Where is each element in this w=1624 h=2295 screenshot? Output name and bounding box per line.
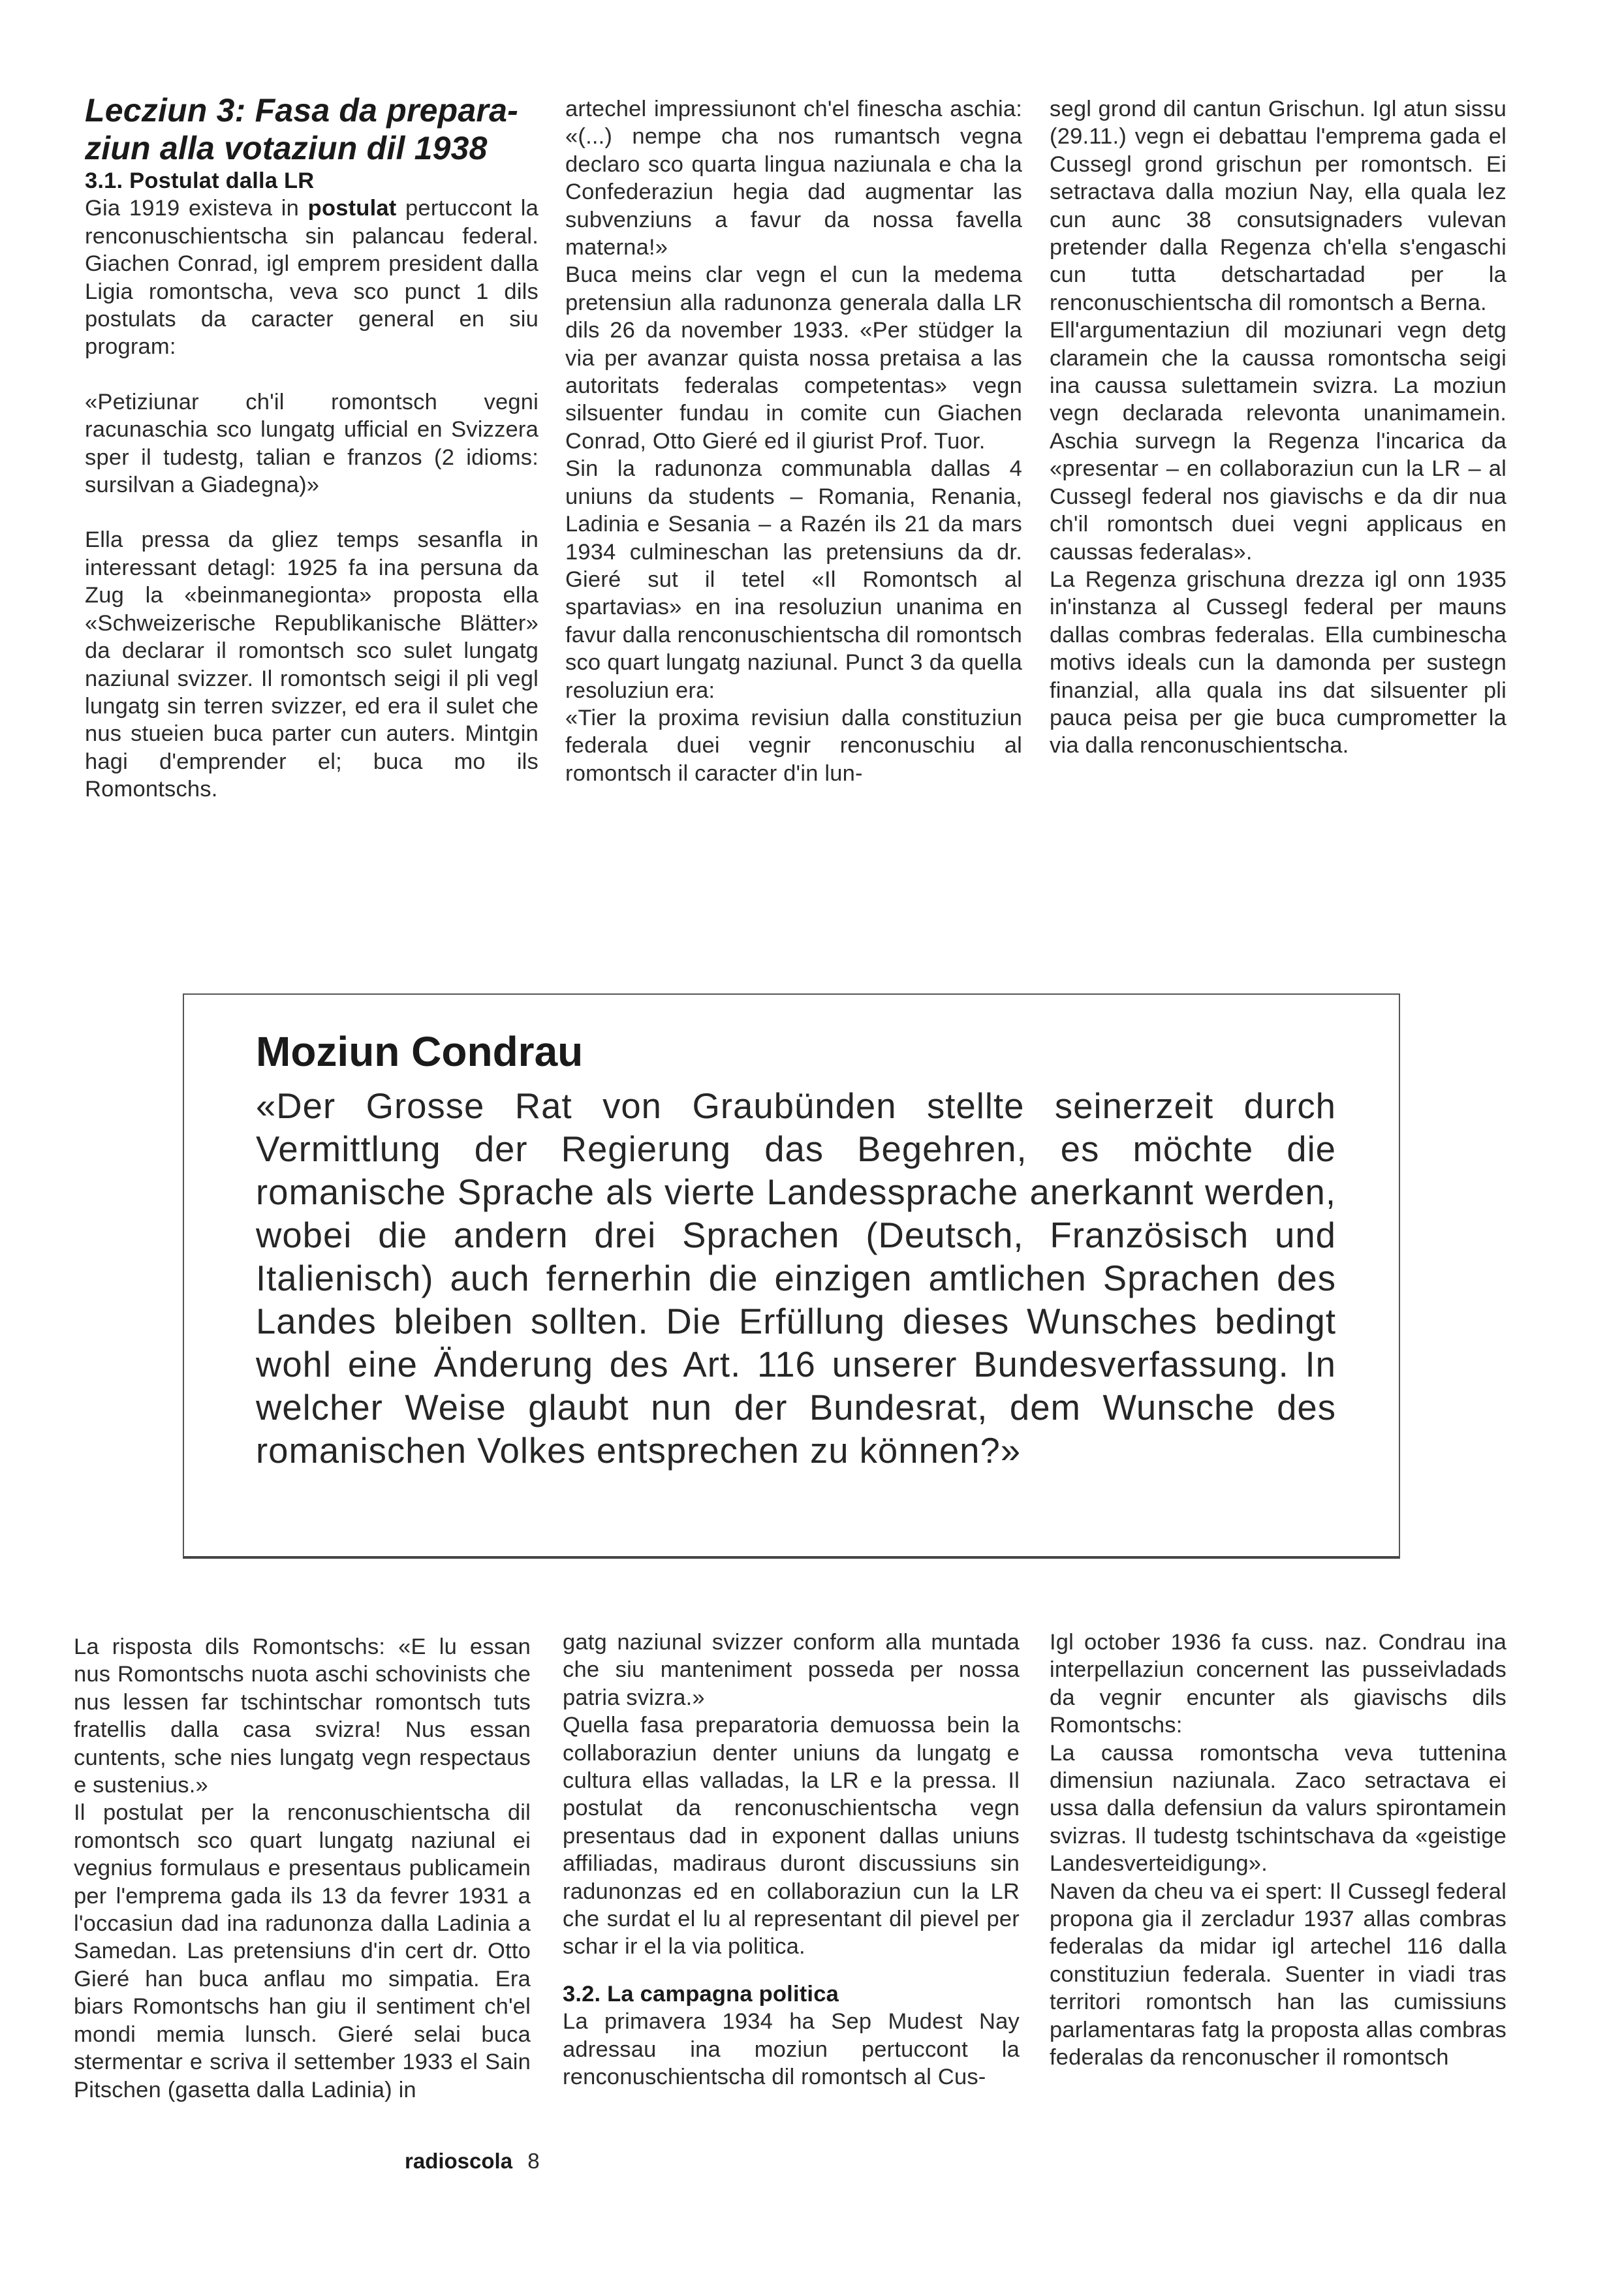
paragraph: [85, 195, 539, 360]
box-title: Moziun Condrau: [256, 1028, 584, 1075]
box-quote-text: «Der Grosse Rat von Graubünden stellte seinerzeit durch Vermittlung der Regierung das Begehren, es möchte die romanische Sprache als vierte Landessprache anerkannt werden, wobei die andern drei Sprachen (Deutsch, Französisch und Italienisch) auch fernerhin die einzigen amtlichen Sprachen des Landes bleiben sollten. Die Erfüllung dieses Wunsches bedingt wohl eine Änderung des Art. 116 unserer Bundesverfassung. In welcher Weise glaubt nun der Bundesrat, dem Wunsche des romanischen Volkes entsprechen zu können?»: [256, 1086, 1336, 1471]
column-left-top: [85, 91, 539, 804]
paragraph: Sin la radunonza communabla dallas 4 uniuns da students – Romania, Renania, Ladinia e Sesania – a Razén ils 21 da mars 1934 culmineschan las pretensiuns da dr. Gieré sut il tetel «Il Romontsch al spartavias» en ina resoluziun unanima en favur dalla renconuschientscha dil romontsch sco quart lungatg naziunal. Punct 3 da quella resoluziun era:: [565, 456, 1022, 703]
section-heading-3-1: 3.1. Postulat dalla LR: [85, 168, 315, 193]
paragraph: La Regenza grischuna drezza igl onn 1935 in'instanza al Cussegl federal per mauns dallas combras federalas. Ella cumbinescha motivs ideals cun la damonda per sustegn finanzial, alla quala ins dat silsuenter pli pauca peisa per gie buca cumprometter la via dalla renconuschientscha.: [1050, 567, 1507, 758]
text-span: Gia 1919 existeva in: [85, 196, 308, 221]
paragraph: Naven da cheu va ei spert: Il Cussegl federal propona gia il zercladur 1937 allas combras federalas da midar igl artechel 116 dalla constituziun federala. Suenter in viadi tras territori romontsch han las cumissiuns parlamentaras fatg la proposta allas combras federalas da renconuscher il romontsch: [1050, 1879, 1507, 2070]
paragraph: Igl october 1936 fa cuss. naz. Condrau ina interpellaziun concernent las pusseivladads da vegnir encunter als giavischs dils Romontschs:: [1050, 1630, 1507, 1738]
paragraph: La primavera 1934 ha Sep Mudest Nay adressau ina moziun pertuccont la renconuschientscha dil romontsch al Cus-: [563, 2009, 1020, 2090]
page-number: 8: [527, 2149, 540, 2173]
paragraph: Quella fasa preparatoria demuossa bein la collaboraziun denter uniuns da lungatg e cultura ellas valladas, la LR e la pressa. Il postulat da renconuschientscha vegn presentaus dad in exponent dallas uniuns affiliadas, madiraus duront discussiuns sin radunonzas ed en collaboraziun cun la LR che surdat el lu al representant dil pievel per schar ir el la via politica.: [563, 1713, 1020, 1959]
paragraph: La risposta dils Romontschs: «E lu essan nus Romontschs nuota aschi schovinists che nus lessen far tschintschar romontsch tuts fratellis dalla casa svizra! Nus essan cuntents, sche nies lungatg vegn respectaus e sustenius.»: [74, 1634, 531, 1798]
moziun-condrau-box: [183, 993, 1400, 1559]
column-right-top: [1050, 95, 1507, 760]
paragraph: La caussa romontscha veva tuttenina dimensiun naziunala. Zaco setractava ei ussa dalla defensiun da valurs spirontamein svizras. Il tudestg tschintschava da «geistige Landesverteidigung».: [1050, 1740, 1507, 1877]
paragraph: gatg naziunal svizzer conform alla muntada che siu manteniment posseda per nossa patria svizra.»: [563, 1630, 1020, 1710]
paragraph: Buca meins clar vegn el cun la medema pretensiun alla radunonza generala dalla LR dils 26 da november 1933. «Per stüdger la via per avanzar quista nossa pretaisa a las autoritats federalas competentas» vegn silsuenter fundau in comite cun Giachen Conrad, Otto Gieré ed il giurist Prof. Tuor.: [565, 262, 1022, 454]
paragraph: «Tier la proxima revisiun dalla constituziun federala duei vegnir renconuschiu al romontsch il caracter d'in lun-: [565, 705, 1022, 786]
spacer: [85, 499, 539, 526]
spacer: [85, 361, 539, 388]
column-left-bottom: [74, 1633, 531, 2104]
paragraph: Ella pressa da gliez temps sesanfla in interessant detagl: 1925 fa ina persuna da Zug la «beinmanegionta» proposta ella «Schweizerische Republikanische Blätter» da declarar il romontsch sco sulet lungatg naziunal svizzer. Il romontsch seigi il pli vegl lungatg sin terren svizzer, ed era il sulet che nus stueien buca parter cun auters. Mintgin hagi d'emprender el; buca mo ils Romontschs.: [85, 527, 539, 802]
page-footer: [405, 2149, 540, 2174]
quote-paragraph: «Petiziunar ch'il romontsch vegni racunaschia sco lungatg ufficial en Svizzera sper il tudestg, talian e franzos (2 idioms: sursilvan a Giadegna)»: [85, 389, 539, 498]
column-middle-bottom: [563, 1629, 1020, 2091]
paragraph: artechel impressiunont ch'el fineschа aschia: «(...) nempe cha nos rumantsch vegna declaro sco quarta lingua naziunala e cha la Confederaziun hegia dad augmentar las subvenziuns a favur da nossa favella materna!»: [565, 97, 1022, 260]
paragraph: Il postulat per la renconuschientscha dil romontsch sco quart lungatg naziunal ei vegnius formulaus e presentaus publicamein per l'emprema gada ils 13 da fevrer 1931 a l'occasiun dad ina radunonza dalla Ladinia a Samedan. Las pretensiuns d'in cert dr. Otto Gieré han buca anflau mo simpatia. Era biars Romontschs han giu il sentiment ch'el mondi memia lunsch. Gieré selai buca stermentar e scriva il settember 1933 el Sain Pitschen (gasetta dalla Ladinia) in: [74, 1800, 531, 2102]
section-heading-3-2: 3.2. La campagna politica: [563, 1981, 839, 2006]
text-span: pertuccont la renconuschientscha sin palancau federal. Giachen Conrad, igl emprem president dalla Ligia romontscha, veva sco punct 1 dils postulats da caracter general en siu program:: [85, 196, 539, 360]
paragraph: segl grond dil cantun Grischun. Igl atun sissu (29.11.) vegn ei debattau l'emprema gada el Cussegl grond grischun per romontsch. Ei setractava dalla moziun Nay, ella quala lez cun aunc 38 consutsignaders vulevan pretender dalla Regenza ch'ella s'engaschi cun tutta detschartadad per la renconuschientscha dil romontsch a Berna.: [1050, 97, 1507, 315]
paragraph: Ell'argumentaziun dil moziunari vegn detg claramein che la caussa romontscha seigi ina caussa sulettamein svizra. La moziun vegn declarada relevonta unanimamein. Aschia survegn la Regenza l'incarica da «presentar – en collaboraziun cun la LR – al Cussegl federal nos giavischs e da dir nua ch'il romontsch duei vegni applicaus en caussas federalas».: [1050, 318, 1507, 565]
spacer: [563, 1961, 1020, 1980]
column-right-bottom: [1050, 1629, 1507, 2072]
lesson-title: Lecziun 3: Fasa da prepara-ziun alla votaziun dil 1938: [85, 92, 518, 166]
column-middle-top: [565, 95, 1022, 787]
publication-name: radioscola: [405, 2149, 513, 2173]
emphasized-term: postulat: [307, 196, 397, 221]
